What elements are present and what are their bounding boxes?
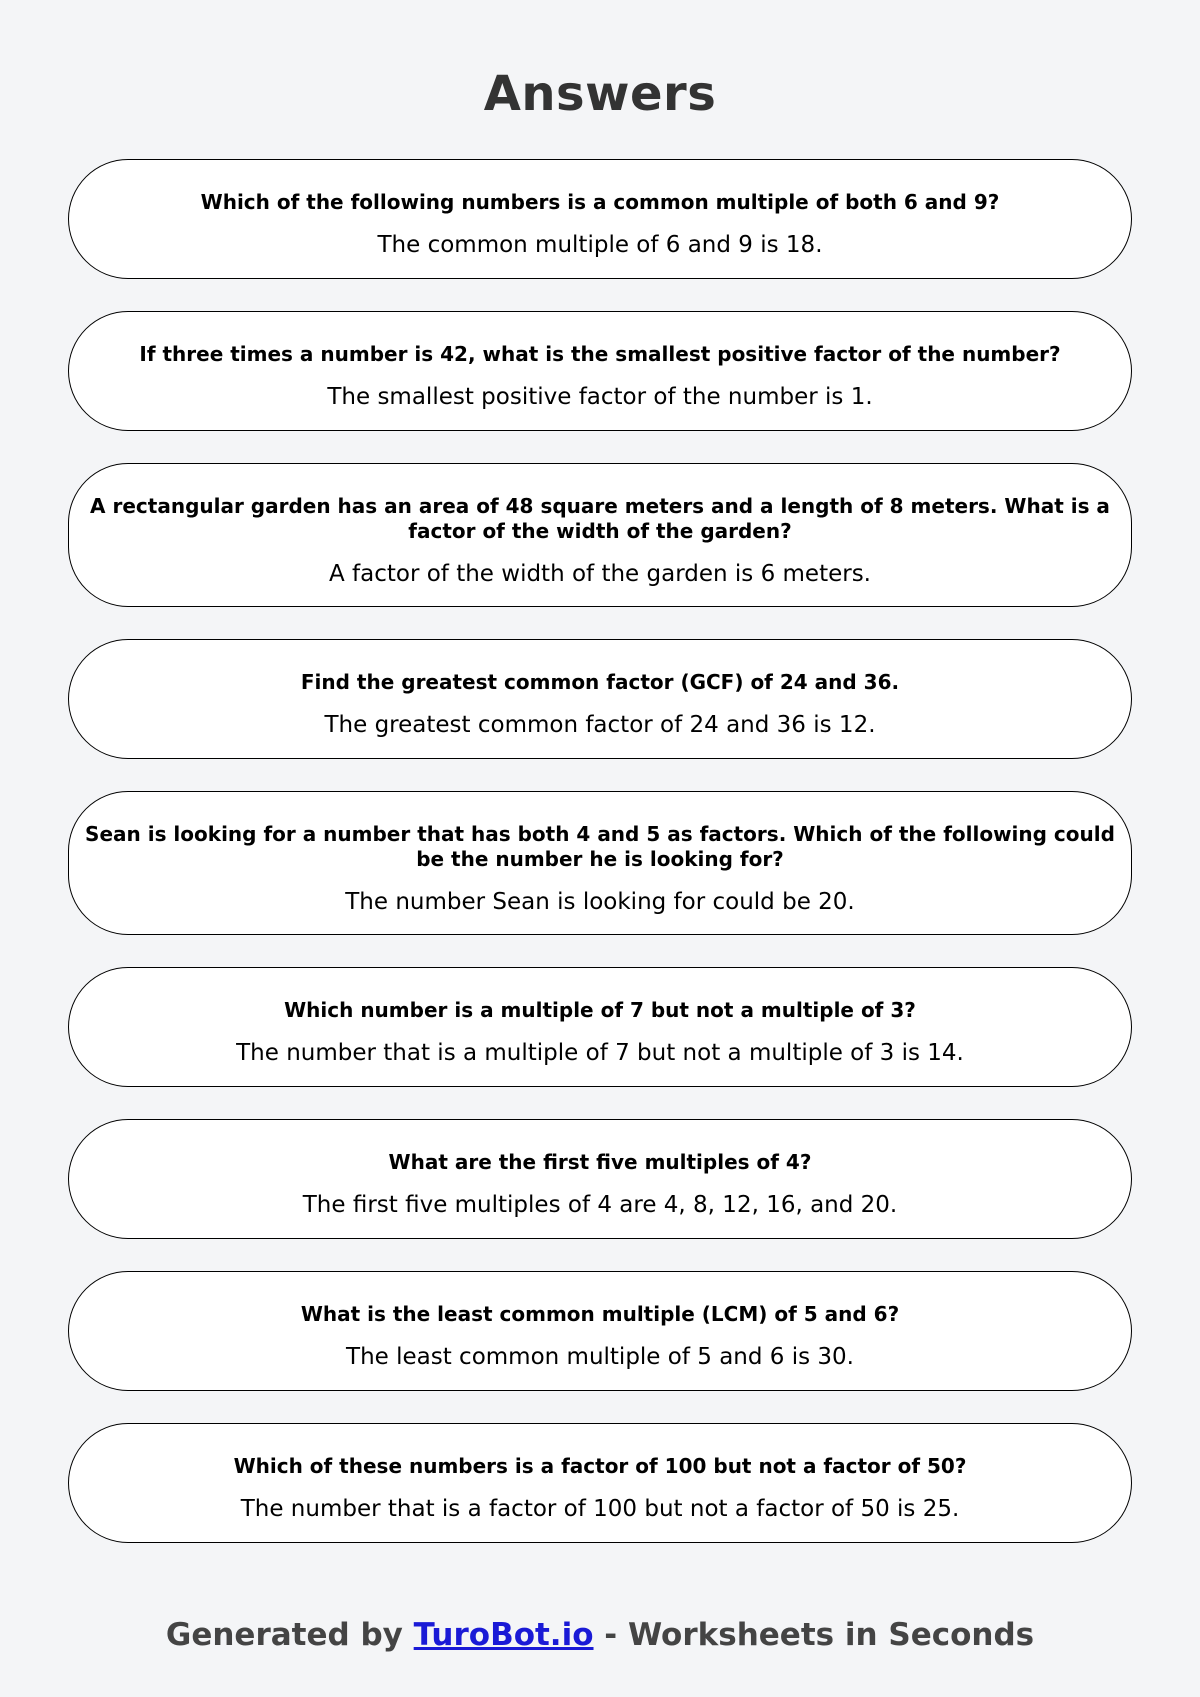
answer-card-6: [68, 967, 1132, 1087]
footer-prefix: Generated by: [165, 1617, 414, 1653]
answer-text: The greatest common factor of 24 and 36 is 12.: [324, 712, 876, 738]
answer-text: The number that is a multiple of 7 but not a multiple of 3 is 14.: [236, 1040, 964, 1066]
page-title: Answers: [483, 66, 717, 122]
answer-text: The common multiple of 6 and 9 is 18.: [377, 232, 823, 258]
question-text: Sean is looking for a number that has both 4 and 5 as factors. Which of the following could be the number he is looking for?: [85, 822, 1115, 871]
question-text: What is the least common multiple (LCM) of 5 and 6?: [300, 1302, 900, 1326]
answer-text: A factor of the width of the garden is 6 meters.: [328, 561, 871, 587]
answer-card-3: [68, 463, 1132, 607]
question-text: Which of these numbers is a factor of 100 but not a factor of 50?: [233, 1454, 967, 1478]
answer-card-5: [68, 791, 1132, 935]
answer-text: The smallest positive factor of the number is 1.: [327, 384, 873, 410]
answer-text: The number that is a factor of 100 but not a factor of 50 is 25.: [240, 1496, 960, 1522]
answer-card-8: [68, 1271, 1132, 1391]
answer-card-2: [68, 311, 1132, 431]
answer-card-9: [68, 1423, 1132, 1543]
answer-card-1: [68, 159, 1132, 279]
question-text: Which number is a multiple of 7 but not a multiple of 3?: [284, 998, 916, 1022]
question-text: Which of the following numbers is a common multiple of both 6 and 9?: [200, 190, 1000, 214]
question-text: Find the greatest common factor (GCF) of 24 and 36.: [300, 670, 900, 694]
answer-card-7: [68, 1119, 1132, 1239]
answer-text: The first five multiples of 4 are 4, 8, 12, 16, and 20.: [302, 1192, 898, 1218]
question-text: What are the first five multiples of 4?: [388, 1150, 812, 1174]
answer-list: [68, 159, 1132, 1543]
footer-suffix: - Worksheets in Seconds: [593, 1617, 1035, 1653]
footer: [0, 1617, 1200, 1654]
answer-text: The least common multiple of 5 and 6 is 30.: [346, 1344, 854, 1370]
question-text: A rectangular garden has an area of 48 square meters and a length of 8 meters. What is a factor of the width of the garden?: [90, 494, 1110, 543]
answer-text: The number Sean is looking for could be 20.: [345, 889, 855, 915]
answer-card-4: [68, 639, 1132, 759]
question-text: If three times a number is 42, what is the smallest positive factor of the number?: [139, 342, 1061, 366]
turobot-link[interactable]: TuroBot.io: [413, 1617, 594, 1653]
